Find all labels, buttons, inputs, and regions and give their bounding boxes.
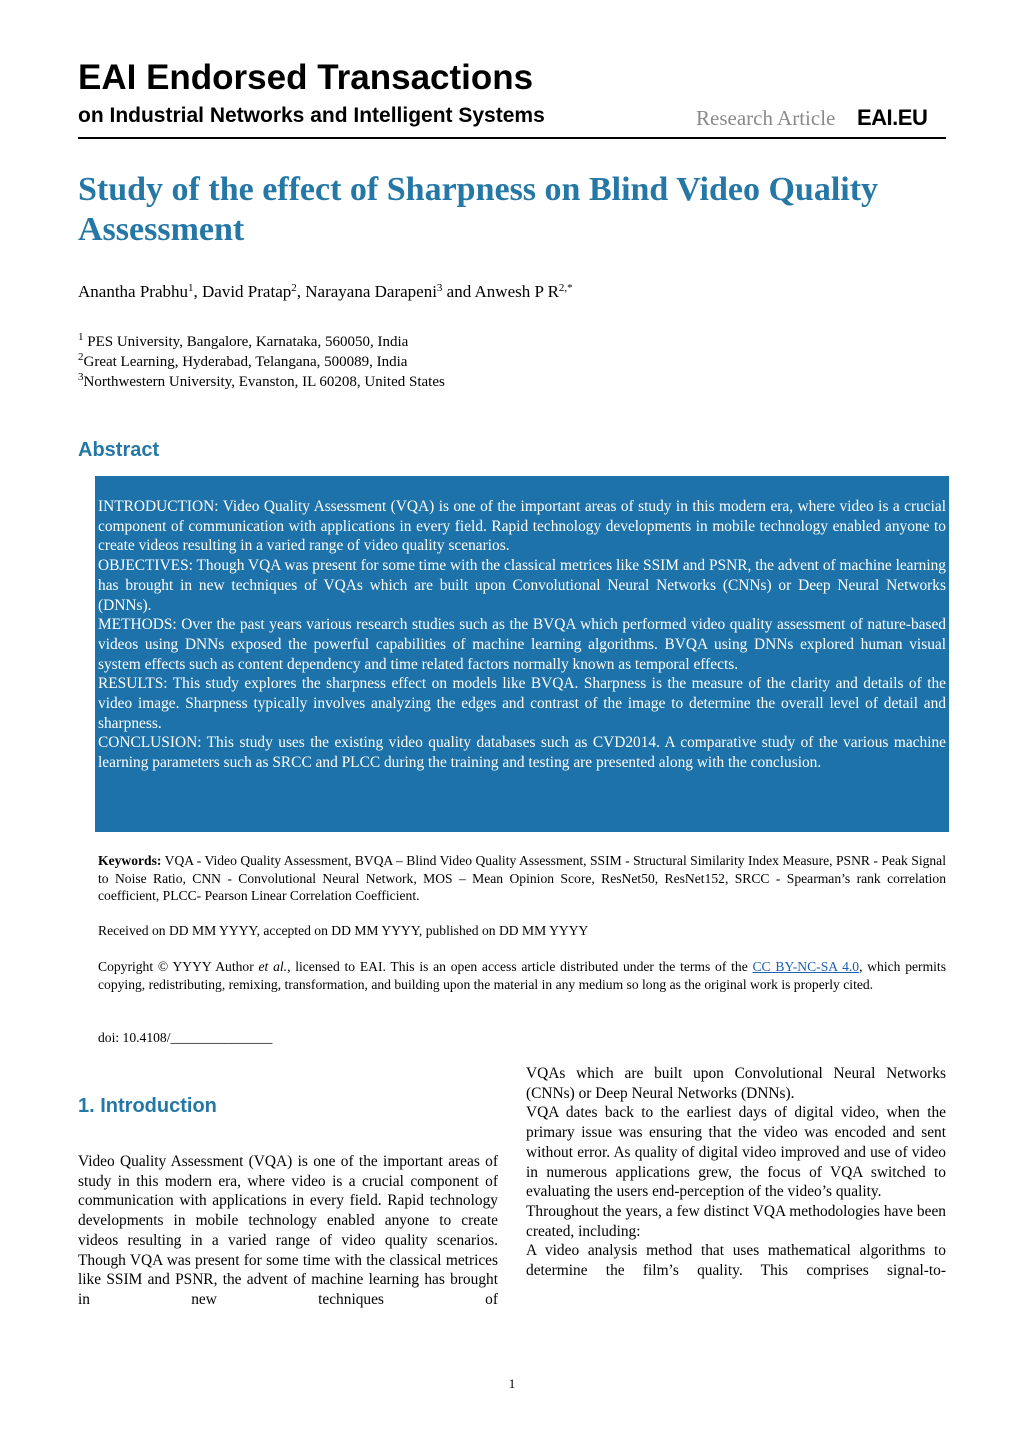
affiliation-text: PES University, Bangalore, Karnataka, 560050, India	[83, 334, 409, 350]
author-name: David Pratap	[202, 282, 292, 301]
copyright-suffix: , which permits copying, redistributing, remixing, transformation, and building upon the material in any medium so long as the original work is properly cited.	[98, 959, 946, 992]
intro-left-column	[78, 1152, 498, 1310]
author-name: Anantha Prabhu	[78, 282, 189, 301]
author-separator: ,	[193, 282, 203, 301]
author-separator: and	[442, 282, 475, 301]
author-affiliation-mark: 1	[188, 282, 194, 294]
abstract-results: RESULTS: This study explores the sharpness effect on models like BVQA. Sharpness is the measure of the clarity and details of the video image. Sharpness typically involves analyzing the edges and contrast of the image to determine the overall level of detail and sharpness.	[98, 675, 946, 732]
author-affiliation-mark: 2	[291, 282, 297, 294]
author-affiliation-mark: 2,*	[558, 282, 573, 294]
eai-logo[interactable]: EAI.EU	[857, 105, 928, 130]
keywords	[98, 852, 946, 905]
affiliation-text: Northwestern University, Evanston, IL 60208, United States	[83, 374, 445, 390]
keywords-label: Keywords:	[98, 853, 162, 868]
affiliation-number: 3	[78, 371, 84, 383]
received-dates: Received on DD MM YYYY, accepted on DD MM YYYY, published on DD MM YYYY	[98, 923, 589, 938]
journal-subtitle: on Industrial Networks and Intelligent Systems	[78, 104, 545, 127]
abstract-conclusion: CONCLUSION: This study uses the existing video quality databases such as CVD2014. A comparative study of the various machine learning parameters such as SRCC and PLCC during the training and testing are presented along with the conclusion.	[98, 734, 946, 772]
abstract-body	[98, 497, 946, 773]
section-heading-introduction: 1. Introduction	[78, 1095, 217, 1117]
author-name: Anwesh P R	[474, 282, 559, 301]
author-name: Narayana Darapeni	[305, 282, 437, 301]
affiliation-item	[78, 332, 445, 352]
copyright-middle: , licensed to EAI. This is an open access article distributed under the terms of the	[287, 959, 753, 974]
intro-paragraph: Video Quality Assessment (VQA) is one of the important areas of study in this modern era, where video is a crucial component of communication with applications in every field. Rapid technology developments in mobile technology enabled anyone to create videos resulting in a varied range of video quality scenarios. Though VQA was present for some time with the classical metrices like SSIM and PSNR, the advent of machine learning has brought in new techniques of	[78, 1153, 498, 1308]
copyright-prefix: Copyright © YYYY Author	[98, 959, 259, 974]
keywords-text: VQA - Video Quality Assessment, BVQA – Blind Video Quality Assessment, SSIM - Structural Similarity Index Measure, PSNR - Peak Signal to Noise Ratio, CNN - Convolutional Neural Network, MOS – Mean Opinion Score, ResNet50, ResNet152, SRCC - Spearman’s rank correlation coefficient, PLCC- Pearson Linear Correlation Coefficient.	[98, 853, 946, 903]
page-number: 1	[508, 1376, 516, 1391]
affiliation-number: 2	[78, 351, 84, 363]
license-link[interactable]: CC BY-NC-SA 4.0	[752, 959, 860, 974]
affiliation-number: 1	[78, 331, 84, 343]
affiliation-list	[78, 332, 445, 392]
article-type-label: Research Article	[696, 106, 836, 130]
author-separator: ,	[296, 282, 306, 301]
intro-paragraph: VQA dates back to the earliest days of digital video, when the primary issue was ensuring that the video was encoded and sent without error. As quality of digital video improved and use of video in numerous applications grew, the focus of VQA switched to evaluating the users end-perception of the video’s quality.	[526, 1104, 946, 1201]
abstract-heading: Abstract	[78, 439, 160, 461]
author-list	[78, 281, 573, 303]
abstract-objectives: OBJECTIVES: Though VQA was present for some time with the classical metrices like SSIM and PSNR, the advent of machine learning has brought in new techniques of VQAs which are built upon Convolutional Neural Networks (CNNs) or Deep Neural Networks (DNNs).	[98, 557, 946, 614]
affiliation-item	[78, 352, 445, 372]
journal-title: EAI Endorsed Transactions	[78, 58, 534, 97]
copyright-etal: et al.	[258, 959, 288, 974]
intro-paragraph: A video analysis method that uses mathematical algorithms to determine the film’s quality. This comprises signal-to-	[526, 1242, 946, 1280]
intro-paragraph: Throughout the years, a few distinct VQA methodologies have been created, including:	[526, 1202, 946, 1240]
copyright-notice	[98, 958, 946, 993]
header-divider	[78, 137, 946, 139]
abstract-methods: METHODS: Over the past years various research studies such as the BVQA which performed video quality assessment of nature-based videos using DNNs exposed the powerful capabilities of machine learning algorithms. BVQA using DNNs explored human visual system effects such as content dependency and time related factors normally known as temporal effects.	[98, 616, 946, 673]
intro-paragraph: VQAs which are built upon Convolutional Neural Networks (CNNs) or Deep Neural Networks (DNNs).	[526, 1065, 946, 1102]
abstract-introduction: INTRODUCTION: Video Quality Assessment (VQA) is one of the important areas of study in this modern era, where video is a crucial component of communication with applications in every field. Rapid technology developments in mobile technology enabled anyone to create videos resulting in a varied range of video quality scenarios.	[98, 498, 946, 555]
author-affiliation-mark: 3	[436, 282, 443, 294]
intro-right-column	[526, 1064, 946, 1281]
paper-title: Study of the effect of Sharpness on Blind Video Quality Assessment	[78, 171, 879, 248]
doi: doi: 10.4108/_______________	[98, 1030, 273, 1045]
affiliation-item	[78, 372, 445, 392]
affiliation-text: Great Learning, Hyderabad, Telangana, 500089, India	[83, 354, 408, 370]
